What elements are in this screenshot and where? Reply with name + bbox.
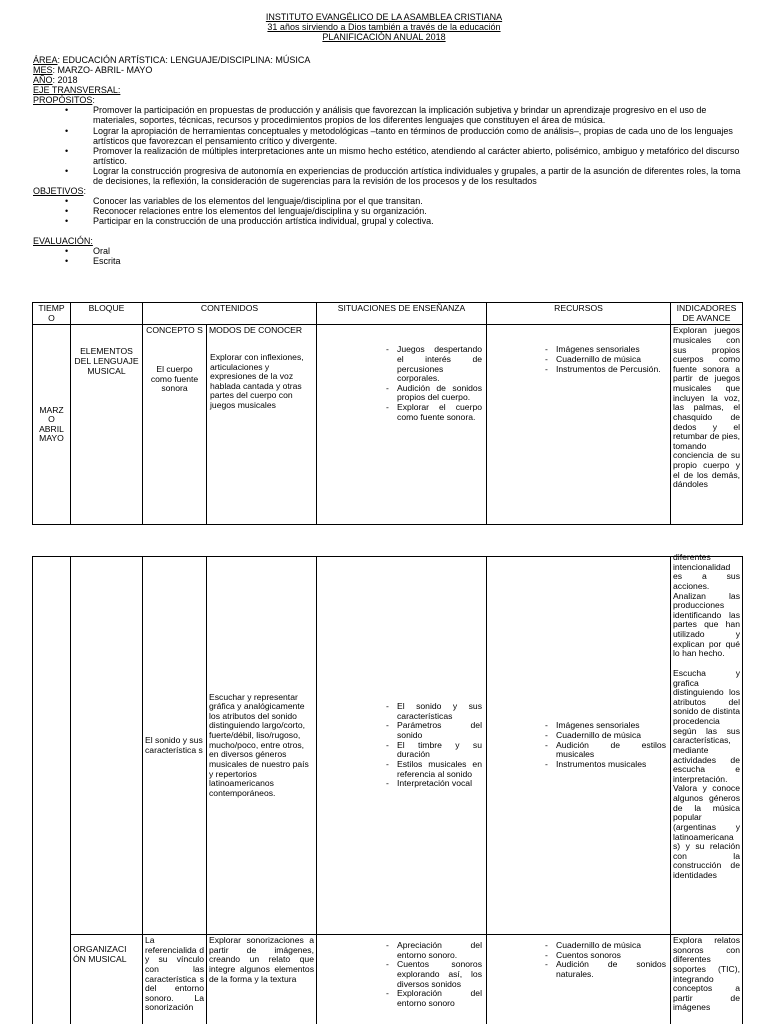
concepto-cell (143, 325, 207, 525)
situaciones-cell (317, 935, 487, 1024)
header-contenidos: CONTENIDOS (143, 303, 317, 325)
list-item: - Cuentos sonoros (542, 951, 666, 961)
list-item: • Reconocer relaciones entre los elementos del lenguaje/disciplina y su organización. (65, 206, 743, 216)
list-item: - Apreciación del entorno sonoro. (383, 941, 482, 960)
list-item: - El timbre y su duración (383, 741, 482, 760)
header-bloque: BLOQUE (71, 303, 143, 325)
concepto-cell: El sonido y sus característica s (143, 557, 207, 935)
area-value: : EDUCACIÓN ARTÍSTICA: LENGUAJE/DISCIPLINA: MÚSICA (57, 55, 311, 65)
situaciones-cell (317, 325, 487, 525)
modos-cell: Explorar sonorizaciones a partir de imágenes, creando un relato que integre algunos elementos de la forma y la textura (207, 935, 317, 1024)
list-item: • Promover la realización de múltiples interpretaciones ante un mismo hecho estético, atendiendo al carácter abierto, polisémico, ambiguo y metafórico del discurso artístico. (65, 146, 743, 166)
concepto-cell: La referencialida d y su vínculo con las característica s del entorno sonoro. La sonorización (143, 935, 207, 1024)
indicadores-cell: Explora relatos sonoros con diferentes soportes (TIC), integrando conceptos a partir de imágenes (671, 935, 743, 1024)
mes-line (33, 65, 743, 75)
bloque-cell (71, 557, 143, 935)
list-item: - Audición de estilos musicales (542, 741, 666, 760)
ano-label: AÑO (33, 75, 53, 86)
ano-line (33, 75, 743, 85)
list-item: • Participar en la construcción de una producción artística individual, grupal y colectiva. (65, 216, 743, 226)
modos-subheader: MODOS DE CONOCER (209, 325, 303, 336)
recursos-cell (487, 935, 671, 1024)
modos-cell: Escuchar y representar gráfica y analógicamente los atributos del sonido distinguiendo largo/corto, fuerte/débil, liso/rugoso, mucho/poco, entre otros, en diversos géneros musicales de nuestro país y repertorios latinoamericanos contemporáneos. (207, 557, 317, 935)
modos-cell (207, 325, 317, 525)
plan-title: PLANIFICACIÓN ANUAL 2018 (322, 32, 446, 43)
indicadores-text-a: diferentes intencionalidad es a sus acciones. Analizan las producciones identificando las partes que han utilizado y explican por qué lo han hecho. (673, 552, 740, 659)
bloque-cell: ELEMENTOS DEL LENGUAJE MUSICAL (71, 325, 143, 525)
list-item: - Cuadernillo de música (542, 941, 666, 951)
list-item: - Audición de sonidos propios del cuerpo. (383, 384, 482, 403)
propositos-heading: PROPÓSITOS: (33, 95, 95, 106)
propositos-label: PROPÓSITOS (33, 95, 93, 106)
list-item: - Juegos despertando el interés de percusiones corporales. (383, 345, 482, 384)
indicadores-text-b: Escucha y grafica distinguiendo los atributos del sonido de distinta procedencia según las sus características, mediante actividades de escucha e interpretación. (673, 667, 740, 784)
list-item: - Exploración del entorno sonoro (383, 989, 482, 1008)
recursos-list (542, 721, 666, 769)
list-item: - Explorar el cuerpo como fuente sonora. (383, 403, 482, 422)
table-row (33, 325, 743, 525)
list-item: - Imágenes sensoriales (542, 721, 666, 731)
header-situaciones: SITUACIONES DE ENSEÑANZA (317, 303, 487, 325)
evaluacion-label: EVALUACIÓN: (33, 236, 93, 247)
mes-label: MES (33, 65, 53, 76)
list-item: - Cuentos sonoros explorando así, los diversos sonidos (383, 960, 482, 989)
recursos-list (542, 345, 666, 374)
list-item: - Parámetros del sonido (383, 721, 482, 740)
propositos-list (65, 105, 743, 186)
modos-text: Explorar con inflexiones, articulaciones y expresiones de la voz hablada cantada y otras partes del cuerpo con juegos musicales (210, 351, 304, 410)
concepto-text: El cuerpo como fuente sonora (150, 363, 199, 394)
header-indicadores: INDICADORES DE AVANCE (671, 303, 743, 325)
recursos-cell (487, 325, 671, 525)
list-item: - Imágenes sensoriales (542, 345, 666, 355)
situaciones-list (383, 941, 482, 1008)
area-label: ÁREA (33, 55, 58, 65)
objetivos-label: OBJETIVOS (33, 186, 84, 197)
list-item: - Estilos musicales en referencia al sonido (383, 760, 482, 779)
recursos-cell (487, 557, 671, 935)
table-header-row (33, 303, 743, 325)
list-item: • Promover la participación en propuestas de producción y análisis que favorezcan la implicación subjetiva y brindar un aprendizaje progresivo en el uso de materiales, soportes, técnicas, recursos y procedimientos propios de los diferentes lenguajes que constituyen el área de música. (65, 105, 743, 125)
indicadores-text-c: Valora y conoce algunos géneros de la música popular (argentinas y latinoamericana s) y su relación con la construcción de identidades (673, 783, 740, 880)
indicadores-cell: Exploran juegos musicales con sus propios cuerpos como fuente sonora a partir de juegos musicales que incluyen la voz, las palmas, el chasquido de dedos y el retumbar de pies, tomando conciencia de su propio cuerpo y el de los demás, dándoles (671, 325, 743, 525)
institute-motto: 31 años sirviendo a Dios también a través de la educación (267, 22, 501, 33)
document-header (0, 12, 768, 42)
ano-value: : 2018 (52, 75, 78, 86)
list-item: - Interpretación vocal (383, 779, 482, 789)
situaciones-cell (317, 557, 487, 935)
indicadores-cell (671, 552, 743, 935)
eje-transversal-label: EJE TRANSVERSAL: (33, 85, 121, 96)
table-row (33, 557, 743, 935)
header-tiempo: TIEMP O (33, 303, 71, 325)
list-item: • Escrita (65, 256, 743, 266)
list-item: - Instrumentos de Percusión. (542, 365, 666, 375)
header-recursos: RECURSOS (487, 303, 671, 325)
list-item: • Lograr la apropiación de herramientas conceptuales y metodológicas –tanto en términos de producción como de análisis–, propias de cada uno de los lenguajes artísticos que favorezcan el pensamiento crítico y divergente. (65, 126, 743, 146)
document-meta (33, 55, 743, 267)
objetivos-heading: OBJETIVOS: (33, 186, 87, 197)
list-item: - El sonido y sus características (383, 702, 482, 721)
table-row (33, 935, 743, 1024)
area-line (33, 55, 743, 65)
list-item: - Audición de sonidos naturales. (542, 960, 666, 979)
recursos-list (542, 941, 666, 980)
list-item: - Cuadernillo de música (542, 731, 666, 741)
objetivos-list (65, 196, 743, 226)
concepto-subheader: CONCEPTO S (146, 325, 203, 336)
tiempo-cell (33, 557, 71, 1024)
list-item: • Conocer las variables de los elementos del lenguaje/disciplina por el que transitan. (65, 196, 743, 206)
list-item: - Cuadernillo de música (542, 355, 666, 365)
list-item: • Oral (65, 246, 743, 256)
planning-table-1 (32, 302, 743, 525)
bloque-cell: ORGANIZACI ÓN MUSICAL (71, 935, 143, 1024)
planning-table-2 (32, 552, 743, 1024)
list-item: • Lograr la construcción progresiva de autonomía en experiencias de producción artística individuales y grupales, a partir de la asunción de diferentes roles, la toma de decisiones, la reflexión, la consideración de sugerencias para la revisión de los procesos y de los resultados (65, 166, 743, 186)
situaciones-list (383, 702, 482, 789)
evaluacion-list (65, 246, 743, 266)
list-item: - Instrumentos musicales (542, 760, 666, 770)
mes-value: : MARZO- ABRIL- MAYO (52, 65, 153, 76)
institute-name: INSTITUTO EVANGÉLICO DE LA ASAMBLEA CRISTIANA (265, 12, 503, 22)
situaciones-list (383, 345, 482, 422)
tiempo-cell: MARZ O ABRIL MAYO (33, 325, 71, 525)
